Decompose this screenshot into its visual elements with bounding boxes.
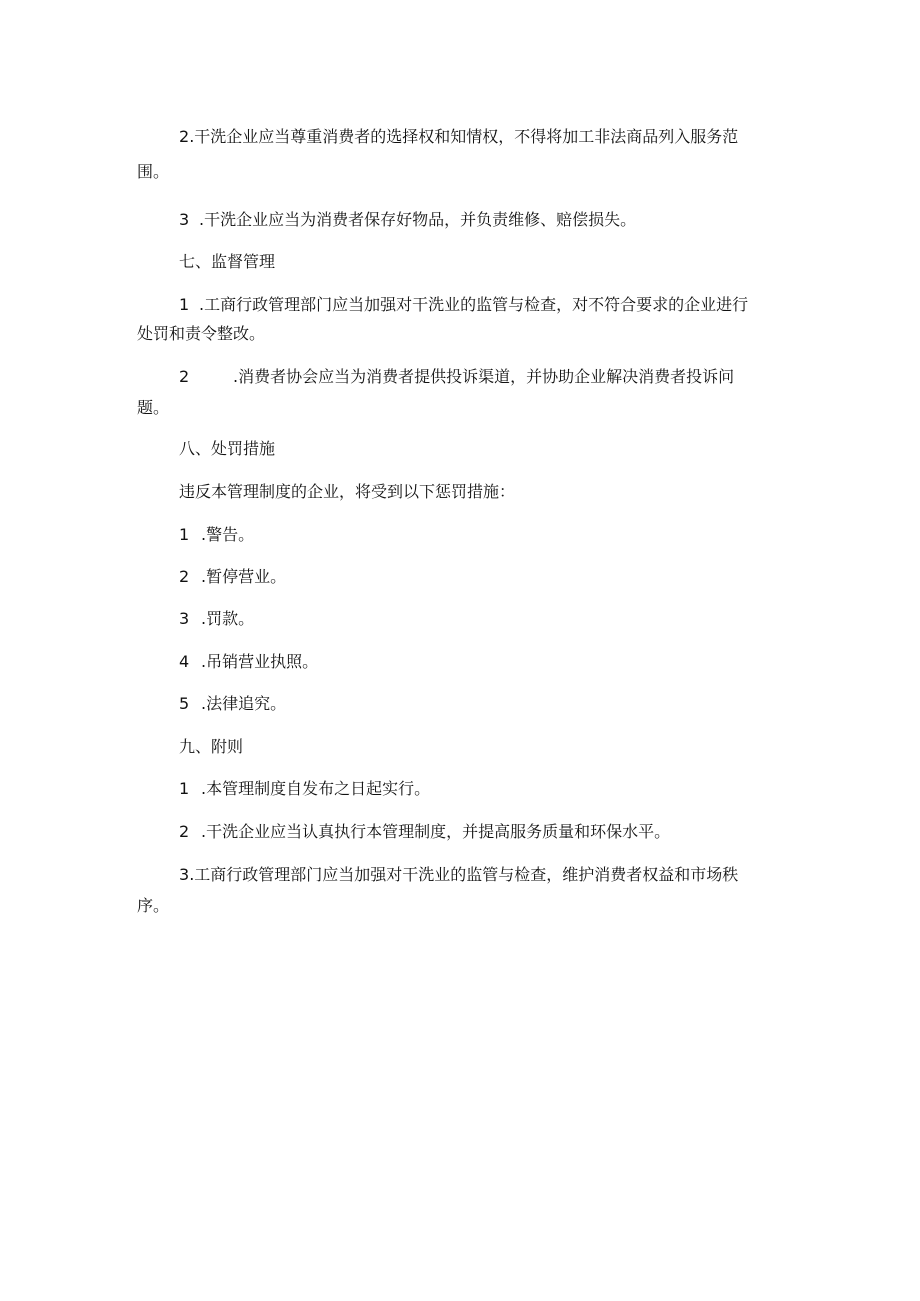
item-text: .干洗企业应当尊重消费者的选择权和知情权，不得将加工非法商品列入服务范	[189, 127, 739, 146]
item-number: 3	[179, 210, 190, 229]
item-text-cont: 围。	[137, 162, 170, 181]
item-number: 2	[179, 567, 190, 586]
item-text: .吊销营业执照。	[201, 652, 319, 671]
section-heading-7: 七、监督管理	[179, 252, 276, 271]
paragraph-item-3	[179, 212, 636, 228]
paragraph-s7-item-2-line2	[137, 400, 169, 416]
item-number: 1	[179, 295, 190, 314]
item-number: 1	[179, 779, 190, 798]
penalty-item-1	[179, 527, 254, 543]
section-heading-8: 八、处罚措施	[179, 439, 276, 458]
item-number: 2	[179, 367, 190, 386]
paragraph-s7-item-1-line1	[179, 297, 748, 313]
penalty-item-4	[179, 654, 318, 670]
section-8-intro: 违反本管理制度的企业，将受到以下惩罚措施：	[179, 482, 516, 501]
item-number: 3	[179, 609, 190, 628]
item-text-cont: 处罚和责令整改。	[137, 324, 266, 343]
item-number: 4	[179, 652, 190, 671]
item-text: .工商行政管理部门应当加强对干洗业的监管与检查，对不符合要求的企业进行	[199, 295, 749, 314]
penalty-item-3	[179, 611, 254, 627]
item-text-cont: 序。	[137, 896, 170, 915]
item-text: .干洗企业应当为消费者保存好物品，并负责维修、赔偿损失。	[199, 210, 637, 229]
item-text: .工商行政管理部门应当加强对干洗业的监管与检查，维护消费者权益和市场秩	[189, 865, 739, 884]
item-number: 1	[179, 525, 190, 544]
section-heading-9: 九、附则	[179, 737, 244, 756]
appendix-item-3-line2	[137, 898, 169, 914]
item-text: .暂停营业。	[201, 567, 287, 586]
item-number: 2	[179, 822, 190, 841]
item-text: .罚款。	[201, 609, 255, 628]
paragraph-s7-item-2-line1	[179, 369, 734, 385]
appendix-item-1	[179, 781, 430, 797]
item-text-cont: 题。	[137, 398, 170, 417]
penalty-item-5	[179, 696, 286, 712]
item-text: .干洗企业应当认真执行本管理制度，并提高服务质量和环保水平。	[201, 822, 671, 841]
item-number: 5	[179, 694, 190, 713]
paragraph-item-2-line1	[179, 129, 738, 145]
item-text: .消费者协会应当为消费者提供投诉渠道，并协助企业解决消费者投诉问	[233, 367, 735, 386]
appendix-item-3-line1	[179, 867, 738, 883]
penalty-item-2	[179, 569, 286, 585]
appendix-item-2	[179, 824, 670, 840]
item-number: 3	[179, 865, 190, 884]
item-text: .警告。	[201, 525, 255, 544]
paragraph-s7-item-1-line2	[137, 326, 265, 342]
item-number: 2	[179, 127, 190, 146]
paragraph-item-2-line2	[137, 164, 169, 180]
item-text: .本管理制度自发布之日起实行。	[201, 779, 431, 798]
item-text: .法律追究。	[201, 694, 287, 713]
